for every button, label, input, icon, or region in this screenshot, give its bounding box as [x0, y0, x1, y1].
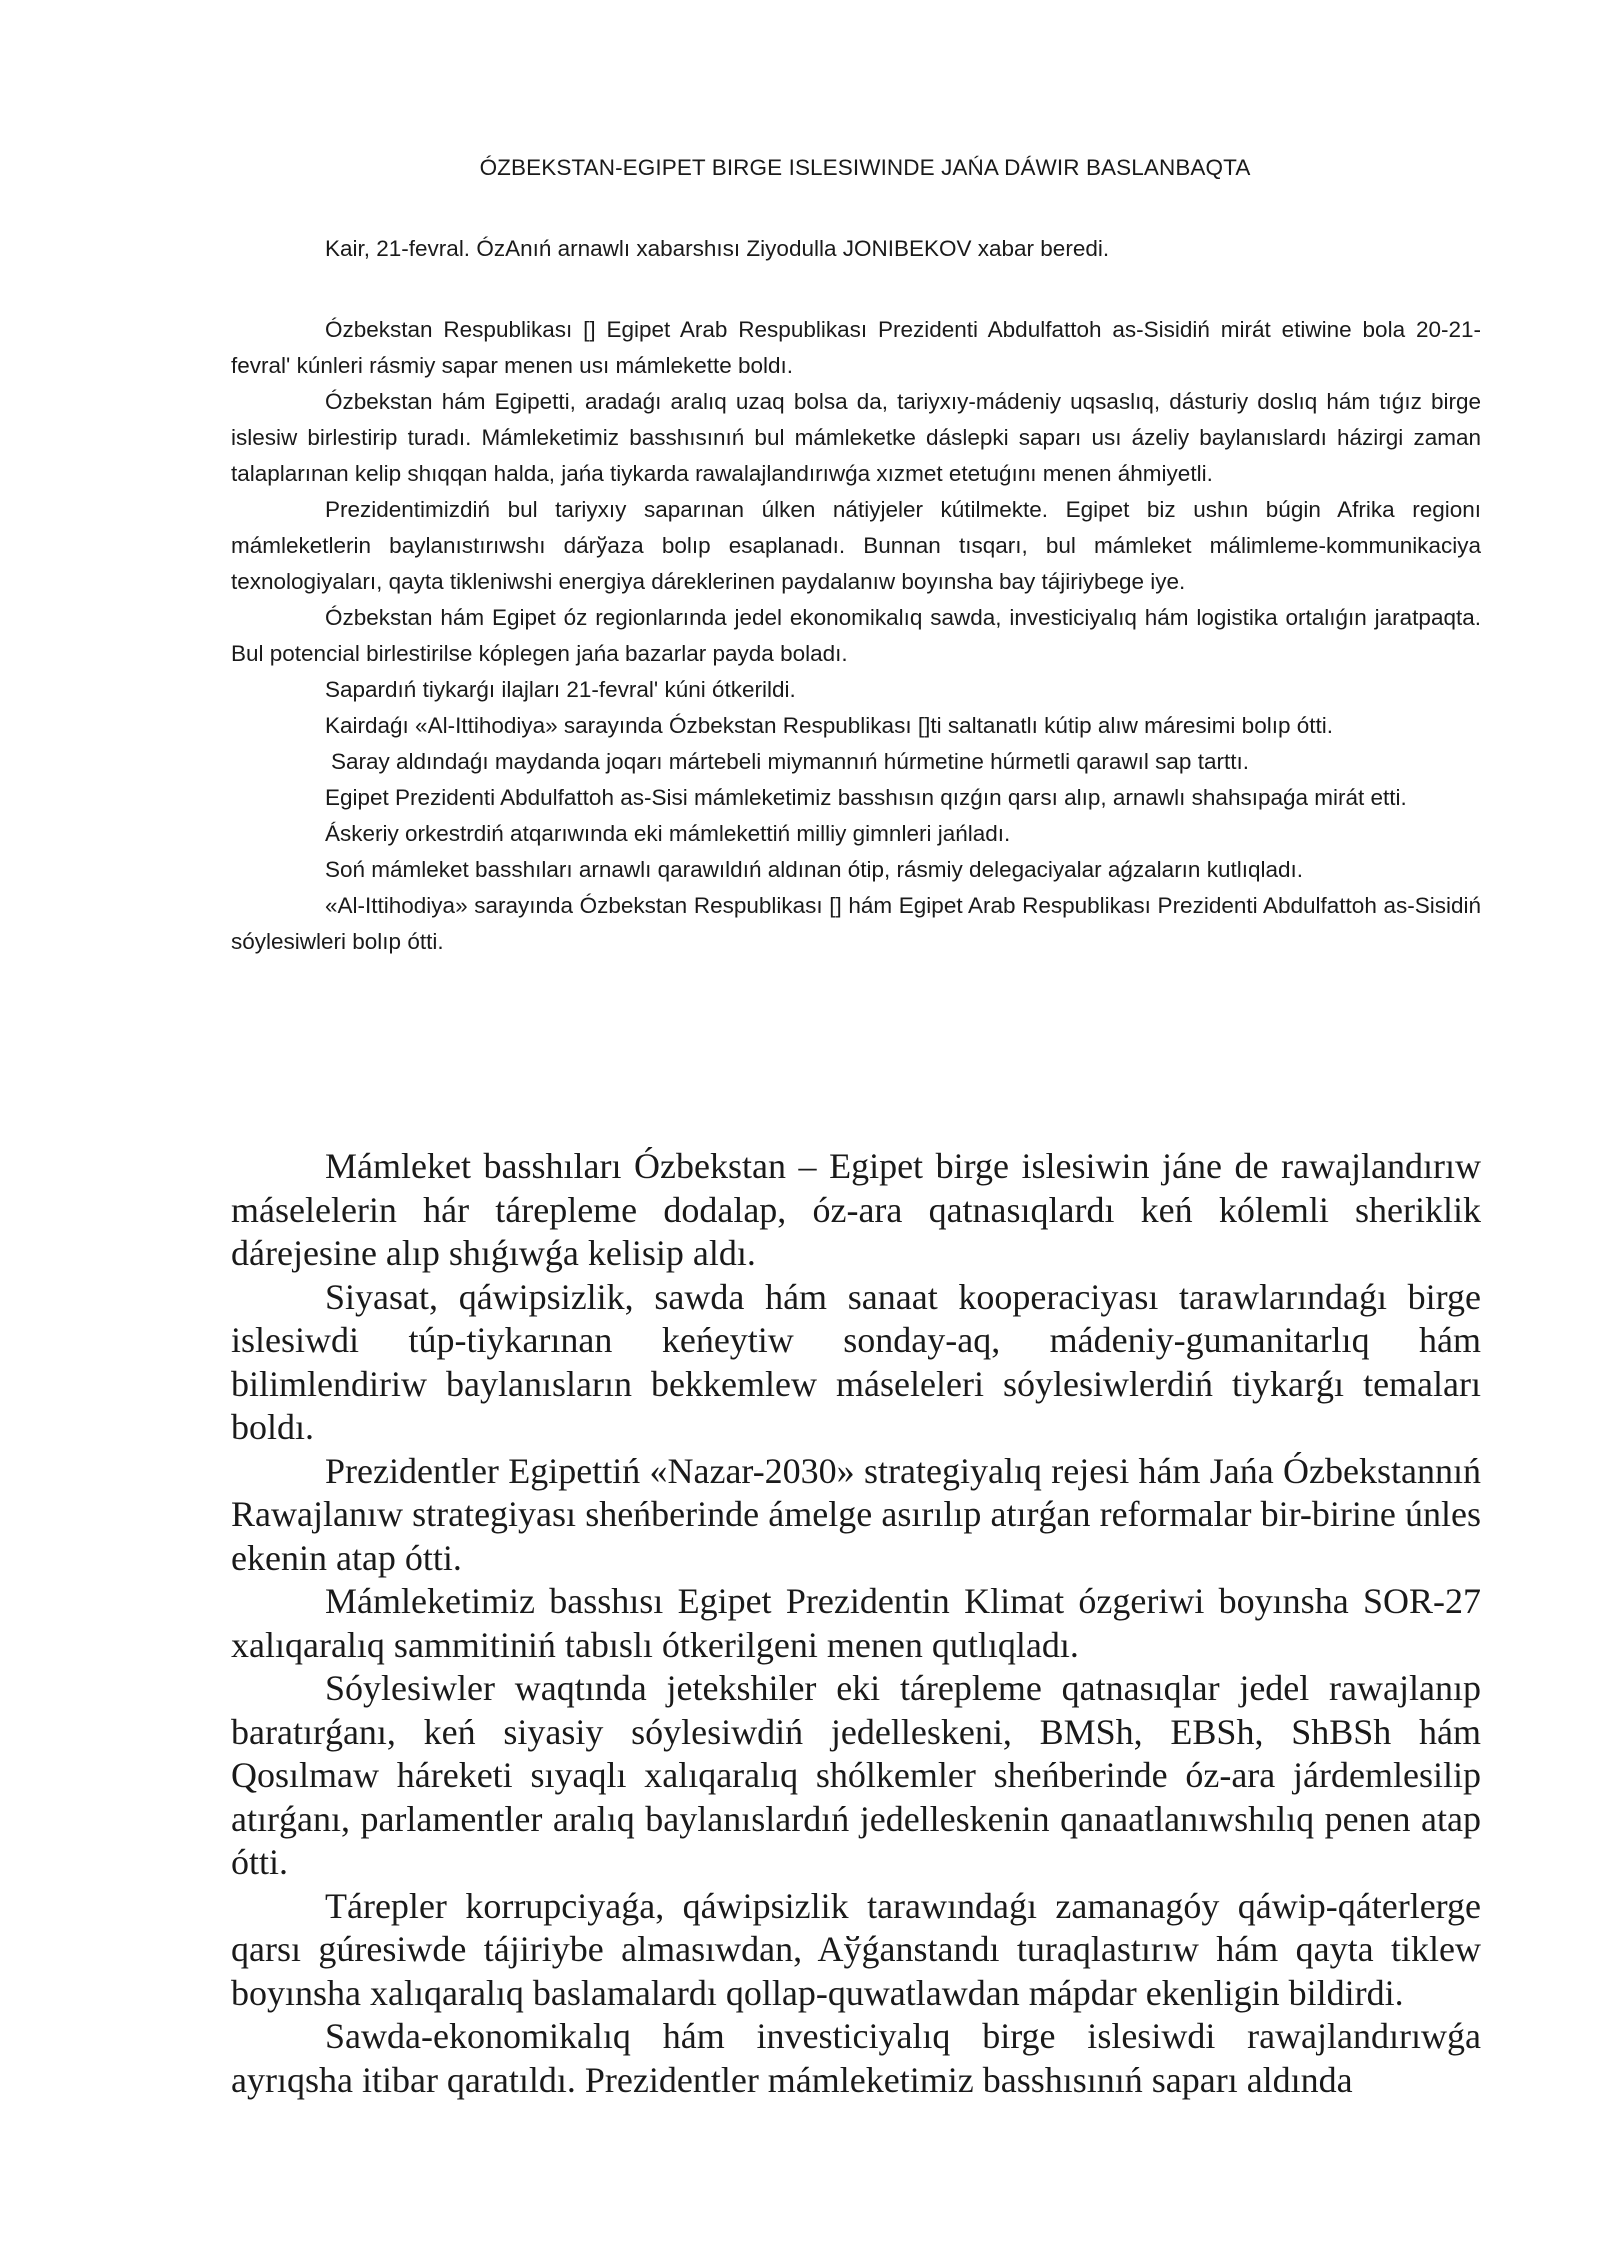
paragraph: Sawda-ekonomikalıq hám investiciyalıq birge islesiwdi rawajlandırıwǵa ayrıqsha itibar qaratıldı. Prezidentler mámleketimiz basshısınıń saparı aldında: [231, 2016, 1481, 2100]
paragraph: Prezidentler Egipettiń «Nazar-2030» strategiyalıq rejesi hám Jańa Ózbekstannıń Rawajlanıw strategiyası sheńberinde ámelge asırılıp atırǵan reformalar bir-birine únles ekenin atap ótti.: [231, 1450, 1481, 1578]
paragraph: Mámleket basshıları Ózbekstan – Egipet birge islesiwin jáne de rawajlandırıw máselelerin hár tárepleme dodalap, óz-ara qatnasıqlardı keń kólemli sheriklik dárejesine alıp shıǵıwǵa kelisip aldı.: [231, 1146, 1481, 1273]
paragraph: Ózbekstan hám Egipetti, aradaǵı aralıq uzaq bolsa da, tariyxıy-mádeniy uqsaslıq, dásturiy doslıq hám tıǵız birge islesiw birlestirip turadı. Mámleketimiz basshısınıń bul mámleketke dáslepki saparı usı ázeliy baylanıslardı házirgi zaman talaplarınan kelip shıqqan halda, jańa tiykarda rawalajlandırıwǵa xızmet etetuǵını menen áhmiyetli.: [231, 389, 1481, 486]
article-body-sans: [231, 312, 1481, 960]
paragraph: Sapardıń tiykarǵı ilajları 21-fevral' kúni ótkerildi.: [325, 677, 796, 702]
paragraph: Áskeriy orkestrdiń atqarıwında eki mámlekettiń milliy gimnleri jańladı.: [325, 821, 1011, 846]
article-body-serif: [231, 1145, 1481, 2102]
paragraph: Siyasat, qáwipsizlik, sawda hám sanaat kooperaciyası tarawlarındaǵı birge islesiwdi túp-tiykarınan keńeytiw sonday-aq, mádeniy-gumanitarlıq hám bilimlendiriw baylanısların bekkemlew máseleleri sóylesiwlerdiń tiykarǵı temaları boldı.: [231, 1276, 1481, 1447]
paragraph: «Al-Ittihodiya» sarayında Ózbekstan Respublikası [] hám Egipet Arab Respublikası Prezidenti Abdulfattoh as-Sisidiń sóylesiwleri bolıp ótti.: [231, 893, 1481, 954]
document-title: ÓZBEKSTAN-EGIPET BIRGE ISLESIWINDE JAŃA DÁWIR BASLANBAQTA: [479, 155, 1251, 180]
paragraph: Soń mámleket basshıları arnawlı qarawıldıń aldınan ótip, rásmiy delegaciyalar aǵzaların kutlıqladı.: [325, 857, 1304, 882]
paragraph: Saray aldındaǵı maydanda joqarı mártebeli miymannıń húrmetine húrmetli qarawıl sap tarttı.: [331, 749, 1249, 774]
paragraph: Ózbekstan Respublikası [] Egipet Arab Respublikası Prezidenti Abdulfattoh as-Sisidiń mirát etiwine bola 20-21-fevral' kúnleri rásmiy sapar menen usı mámlekette boldı.: [231, 317, 1481, 378]
paragraph: Egipet Prezidenti Abdulfattoh as-Sisi mámleketimiz basshısın qızǵın qarsı alıp, arnawlı shahsıpaǵa mirát etti.: [325, 785, 1407, 810]
paragraph: Kairdaǵı «Al-Ittihodiya» sarayında Ózbekstan Respublikası []ti saltanatlı kútip alıw máresimi bolıp ótti.: [325, 713, 1333, 738]
paragraph: Mámleketimiz basshısı Egipet Prezidentin Klimat ózgeriwi boyınsha SOR-27 xalıqaralıq sammitiniń tabıslı ótkerilgeni menen qutlıqladı.: [231, 1581, 1481, 1665]
paragraph: Sóylesiwler waqtında jetekshiler eki tárepleme qatnasıqlar jedel rawajlanıp baratırǵanı, keń siyasiy sóylesiwdiń jedelleskeni, BMSh, EBSh, ShBSh hám Qosılmaw háreketi sıyaqlı xalıqaralıq shólkemler sheńberinde óz-ara járdemlesilip atırǵanı, parlamentler aralıq baylanıslardıń jedelleskenin qanaatlanıwshılıq penen atap ótti.: [231, 1668, 1481, 1882]
paragraph: Prezidentimizdiń bul tariyxıy saparınan úlken nátiyjeler kútilmekte. Egipet biz ushın búgin Afrika regionı mámleketlerin baylanıstırıwshı dárўaza bolıp esaplanadı. Bunnan tısqarı, bul mámleket málimleme-kommunikaciya texnologiyaları, qayta tikleniwshi energiya dáreklerinen paydalanıw boyınsha bay tájiriybege iye.: [231, 497, 1481, 594]
dateline: Kair, 21-fevral. ÓzAnıń arnawlı xabarshısı Ziyodulla JONIBEKOV xabar beredi.: [325, 236, 1110, 261]
paragraph: Ózbekstan hám Egipet óz regionlarında jedel ekonomikalıq sawda, investiciyalıq hám logistika ortalıǵın jaratpaqta. Bul potencial birlestirilse kóplegen jańa bazarlar payda boladı.: [231, 605, 1481, 666]
paragraph: Tárepler korrupciyaǵa, qáwipsizlik tarawındaǵı zamanagóy qáwip-qáterlerge qarsı gúresiwde tájiriybe almasıwdan, Aўǵanstandı turaqlastırıw hám qayta tiklew boyınsha xalıqaralıq baslamalardı qollap-quwatlawdan mápdar ekenligin bildirdi.: [231, 1885, 1481, 2013]
